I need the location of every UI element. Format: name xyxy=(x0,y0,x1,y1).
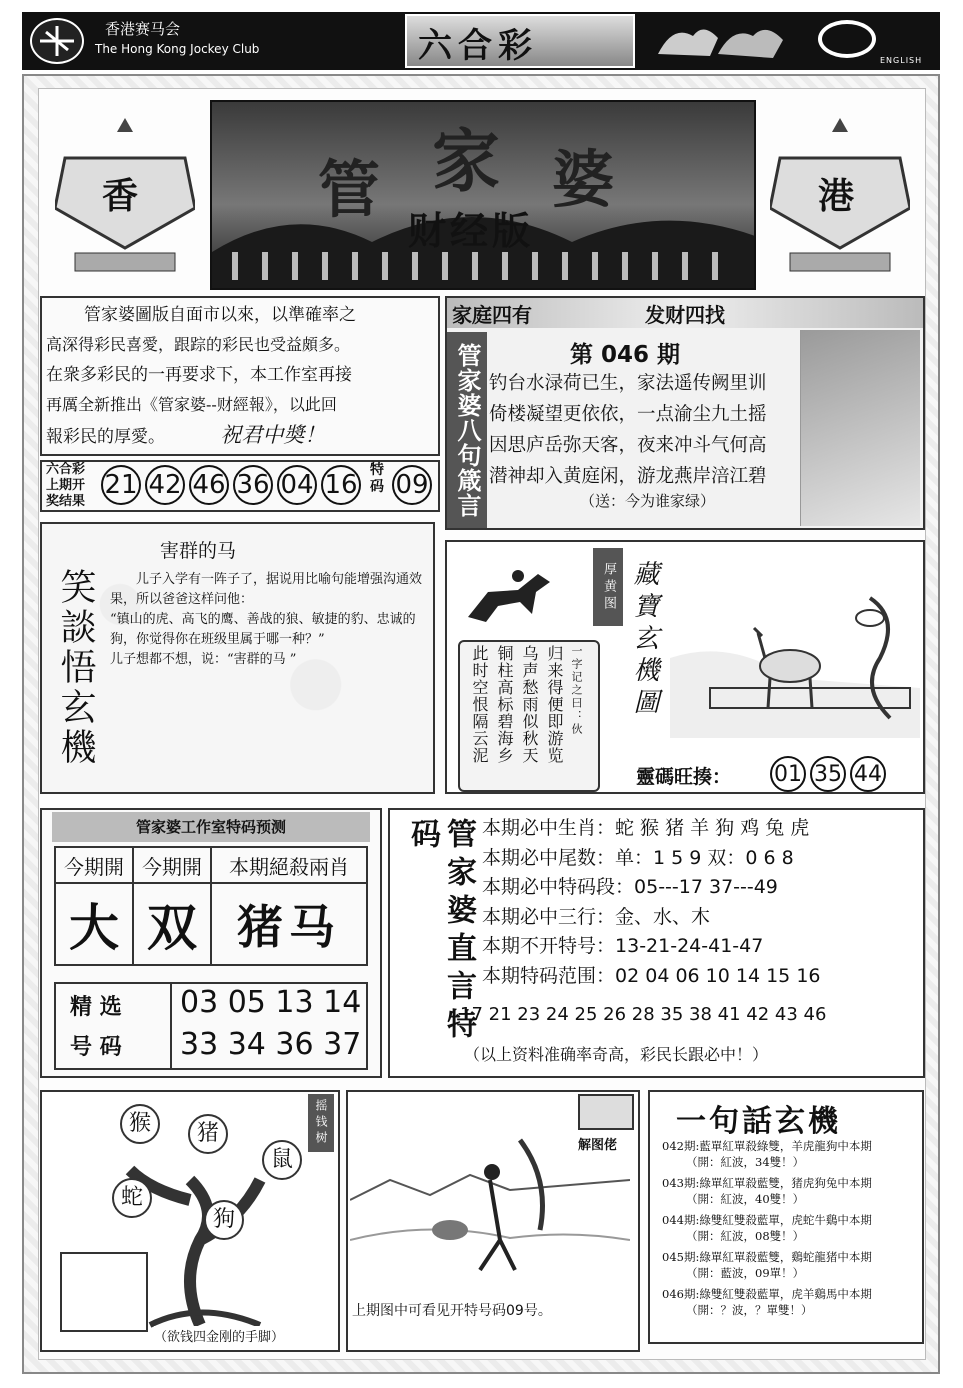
treasure-badge: 厚黄图 xyxy=(593,548,623,626)
scroll-small-col: 一字记之曰：伙 xyxy=(570,645,583,736)
pick-divider xyxy=(170,984,172,1068)
hot-numbers xyxy=(768,756,888,792)
scroll-col: 铜柱高标碧海乡 xyxy=(495,645,514,764)
result-ball: 21 xyxy=(101,465,141,505)
result-ball: 46 xyxy=(189,465,229,505)
english-link[interactable]: ENGLISH xyxy=(880,56,923,65)
poem-side-title: 管家婆八句箴言 xyxy=(447,332,487,528)
scroll-col: 归来得便即游览 xyxy=(545,645,564,764)
intro-text xyxy=(46,300,438,452)
direct-rows xyxy=(482,814,821,991)
banner-char-3: 婆 xyxy=(552,143,615,216)
org-name-en: The Hong Kong Jockey Club xyxy=(95,42,260,56)
intro-line-4: 再厲全新推出《管家婆--财經報》，以此回 xyxy=(46,395,337,414)
poem-line: 潜神却入黄庭闲，游龙燕岸涪江碧 xyxy=(489,466,767,487)
studio-col-head: 本期絕殺兩肖 xyxy=(211,847,367,883)
result-ball: 42 xyxy=(145,465,185,505)
direct-row: 本期不开特号：13-21-24-41-47 xyxy=(482,935,764,957)
oneliner-line: 046期:綠雙紅雙殺藍單，虎羊鷄馬中本期 xyxy=(662,1287,872,1301)
studio-big-size: 大 xyxy=(55,883,133,965)
intro-line-1: 管家婆圖版自面市以來，以準確率之 xyxy=(84,305,356,325)
poem-line: 因思庐岳弥天客，夜来冲斗气何高 xyxy=(489,435,767,456)
tree-zodiac: 蛇 xyxy=(112,1178,152,1218)
poem-note: （送：今为谁家绿） xyxy=(580,492,716,510)
joke-para-3: 儿子想都不想，说：“害群的马 ” xyxy=(110,652,297,667)
direct-row: 本期必中特码段：05---17 37---49 xyxy=(482,876,778,898)
intro-blessing: 祝君中奬！ xyxy=(220,423,326,447)
result-ball: 16 xyxy=(321,465,361,505)
special-label: 特码 xyxy=(370,462,384,495)
tree-zodiac: 狗 xyxy=(204,1200,244,1240)
joke-title: 害群的马 xyxy=(160,540,237,562)
scroll-col: 此时空恨隔云泥 xyxy=(470,645,489,764)
racing-horse-icon xyxy=(458,562,558,636)
treasure-scroll-text xyxy=(468,645,584,785)
studio-big-parity: 双 xyxy=(133,883,211,965)
hot-numbers-label: 靈碼旺揍： xyxy=(636,766,732,788)
hot-number-ball: 44 xyxy=(850,756,886,792)
poem-lines xyxy=(489,368,767,492)
oneliner-line: （開：藍波，09單！） xyxy=(686,1266,805,1280)
banner-char-2: 家 xyxy=(432,122,501,202)
studio-table xyxy=(54,846,368,966)
oneliner-line: （開：？波，？單雙！） xyxy=(686,1303,813,1317)
results-label xyxy=(46,462,85,510)
intro-line-2: 高深得彩民喜愛，跟踪的彩民也受益頗多。 xyxy=(46,335,351,354)
pick-row-2: 33 34 36 37 xyxy=(180,1027,362,1062)
org-name-cn: 香港赛马会 xyxy=(105,20,181,38)
landscape-illustration xyxy=(350,1120,630,1304)
oneliner-line: （開：紅波，08雙！） xyxy=(686,1229,805,1243)
pick-label-2: 号 码 xyxy=(70,1034,122,1060)
results-label-3: 奖结果 xyxy=(46,494,86,509)
studio-big-zodiac: 猪马 xyxy=(211,883,367,965)
result-ball: 04 xyxy=(277,465,317,505)
results-label-2: 上期开 xyxy=(46,478,86,493)
poem-issue: 第 046 期 xyxy=(570,342,681,368)
poem-line: 钓台水渌荷已生，家法遥传阙里训 xyxy=(489,373,767,394)
deer-illustration xyxy=(670,578,920,742)
studio-col-head: 今期開 xyxy=(133,847,211,883)
direct-row: 本期必中生肖：蛇 猴 猪 羊 狗 鸡 兔 虎 xyxy=(482,817,810,839)
oneliner-line: （開：紅波，34雙！） xyxy=(686,1155,805,1169)
lottery-logo-icon xyxy=(818,20,876,58)
hot-number-ball: 01 xyxy=(770,756,806,792)
poem-header-left: 家庭四有 xyxy=(452,303,532,327)
special-ball: 09 xyxy=(392,465,432,505)
racing-horses-icon xyxy=(648,14,798,70)
pick-row-1: 03 05 13 14 xyxy=(180,985,362,1020)
studio-col-head: 今期開 xyxy=(55,847,133,883)
tree-blank-box xyxy=(60,1252,148,1332)
results-numbers xyxy=(99,465,363,505)
scroll-col: 乌声愁雨似秋天 xyxy=(520,645,539,764)
joke-para-2: “镇山的虎、高飞的鹰、善战的狼、敏捷的豹、忠诚的狗，你觉得你在班级里属于哪一种？” xyxy=(110,612,416,647)
pick-label-1: 精 选 xyxy=(70,994,122,1020)
direct-row: 本期必中尾数：单：1 5 9 双：0 6 8 xyxy=(482,846,794,869)
picture-caption: 上期图中可看见开特号码09号。 xyxy=(352,1303,552,1319)
direct-side-title: 管家婆直言特码 xyxy=(405,818,476,1046)
banner-char-1: 管 xyxy=(318,153,381,226)
jockey-club-logo-icon xyxy=(30,18,84,64)
joke-para-1: 儿子入学有一阵子了，据说用比喻句能增强沟通效果，所以爸爸这样问他： xyxy=(110,572,423,607)
left-seal-char: 香 xyxy=(102,175,139,217)
tree-badge: 摇钱树 xyxy=(308,1094,334,1152)
oneliner-line: 043期:綠單紅單殺藍雙，猪虎狗兔中本期 xyxy=(662,1176,872,1190)
tree-zodiac: 猪 xyxy=(188,1114,228,1154)
joke-side-title: 笑談悟玄機 xyxy=(55,568,96,768)
tree-zodiac: 猴 xyxy=(120,1104,160,1144)
tree-caption: （欲钱四金刚的手脚） xyxy=(154,1326,284,1345)
oneliner-lines xyxy=(662,1138,920,1318)
tree-zodiac: 鼠 xyxy=(262,1140,302,1180)
direct-row: 本期特码范围：02 04 06 10 14 15 16 xyxy=(482,964,821,987)
poem-mountain-image xyxy=(800,330,920,526)
oneliner-line: 044期:綠雙紅雙殺藍單，虎蛇牛鷄中本期 xyxy=(662,1213,872,1227)
results-label-1: 六合彩 xyxy=(46,462,86,477)
hot-number-ball: 35 xyxy=(810,756,846,792)
oneliner-line: （開：紅波，40雙！） xyxy=(686,1192,805,1206)
right-seal-char: 港 xyxy=(818,175,855,217)
treasure-title: 藏寶玄機圖 xyxy=(629,560,659,720)
picture-badge: 解图佬 xyxy=(578,1138,618,1153)
direct-extra-numbers: 17 21 23 24 25 26 28 35 38 41 42 43 46 xyxy=(460,1004,827,1025)
poem-line: 倚楼凝望更依依，一点渝尘九土摇 xyxy=(489,404,767,425)
oneliner-title: 一句話玄機 xyxy=(676,1104,841,1139)
poem-header-right: 发财四找 xyxy=(645,303,725,327)
direct-row: 本期必中三行：金、水、木 xyxy=(482,905,711,928)
joke-body xyxy=(110,570,426,670)
page-title: 六合彩 xyxy=(418,26,538,66)
banner-subtitle: 财经版 xyxy=(408,208,535,253)
result-ball: 36 xyxy=(233,465,273,505)
oneliner-line: 045期:綠單紅單殺藍雙，鷄蛇龍猪中本期 xyxy=(662,1250,872,1264)
studio-header: 管家婆工作室特码预测 xyxy=(52,812,370,842)
intro-line-3: 在衆多彩民的一再要求下，本工作室再接 xyxy=(46,365,352,385)
direct-footer: （以上资料准确率奇高，彩民长跟必中！） xyxy=(464,1045,769,1064)
intro-line-5: 報彩民的厚愛。 xyxy=(46,427,165,447)
oneliner-line: 042期:藍單紅單殺綠雙，羊虎龍狗中本期 xyxy=(662,1139,872,1153)
